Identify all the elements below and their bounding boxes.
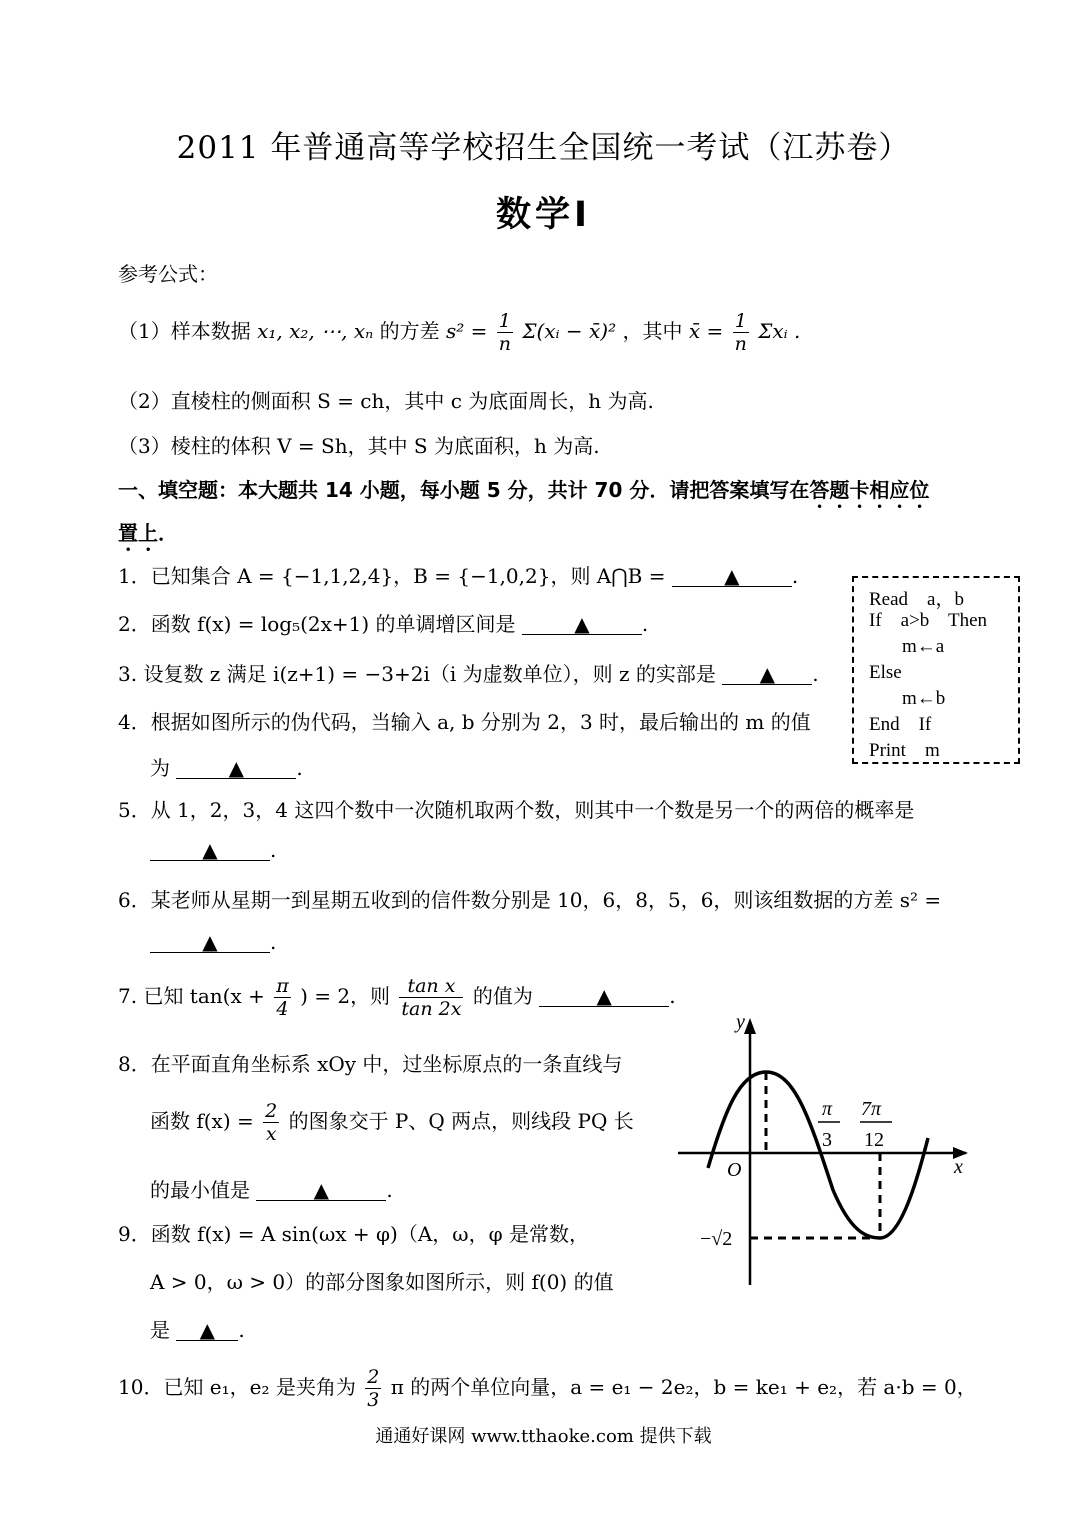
question-1	[118, 560, 798, 589]
answer-blank-4[interactable]: ▲	[176, 756, 296, 779]
end-dot: .	[238, 1318, 245, 1342]
end-dot: .	[669, 984, 676, 1008]
tick-2-denominator: 12	[864, 1129, 884, 1151]
formula-1-prefix: （1）样本数据	[118, 319, 251, 343]
question-9-text: 是	[150, 1318, 170, 1342]
frac-den: tan 2x	[401, 998, 462, 1020]
question-10	[118, 1366, 977, 1411]
fraction-2-over-3	[365, 1366, 381, 1411]
frac-den: 4	[276, 998, 289, 1020]
sine-graph	[670, 1010, 980, 1290]
question-1-text: 1．已知集合 A = {−1,1,2,4}，B = {−1,0,2}，则 A⋂B =	[118, 564, 666, 588]
frac-num: 2	[265, 1100, 278, 1122]
answer-blank-1[interactable]: ▲	[672, 564, 792, 587]
question-4-text: 为	[150, 756, 170, 780]
page-subtitle: 数学Ⅰ	[495, 195, 592, 235]
pseudocode-line-6: End If	[869, 714, 932, 735]
frac-den: 3	[367, 1389, 380, 1411]
pseudocode-line-4: Else	[869, 662, 902, 683]
question-9-line2: A > 0，ω > 0）的部分图象如图所示，则 f(0) 的值	[150, 1270, 614, 1294]
end-dot: .	[641, 612, 649, 636]
end-dot: .	[270, 930, 277, 954]
y-tick-label: −√2	[700, 1228, 733, 1250]
pseudocode-box	[852, 576, 1020, 764]
answer-blank-9[interactable]: ▲	[176, 1318, 238, 1341]
formula-1-sep: ，其中	[622, 319, 683, 343]
frac-num: tan x	[399, 975, 463, 998]
question-3-text: 3. 设复数 z 满足 i(z+1) = −3+2i（i 为虚数单位），则 z 的实部是	[118, 662, 716, 686]
question-9-line3	[150, 1314, 245, 1343]
formula-1-lhs: s² =	[445, 319, 488, 343]
tick-1-numerator: π	[822, 1098, 833, 1120]
formula-2: （2）直棱柱的侧面积 S = ch，其中 c 为底面周长，h 为高.	[118, 389, 654, 413]
end-dot: .	[791, 564, 799, 588]
fraction-pi-over-4	[274, 975, 291, 1020]
formula-1-mid: 的方差	[379, 319, 440, 343]
question-8-line1: 8．在平面直角坐标系 xOy 中，过坐标原点的一条直线与	[118, 1052, 623, 1076]
pseudocode-line-2: If a>b Then	[869, 610, 987, 631]
question-8-text: 的最小值是	[150, 1178, 250, 1202]
formula-1-vars: x₁, x₂, ⋯, xₙ	[257, 319, 374, 343]
answer-blank-5[interactable]: ▲	[150, 838, 270, 861]
sine-curve	[708, 1072, 928, 1238]
fraction-tan	[399, 975, 463, 1020]
question-8-line3	[150, 1174, 393, 1203]
question-10-pre: 10．已知 e₁，e₂ 是夹角为	[118, 1375, 356, 1399]
answer-blank-2[interactable]: ▲	[522, 612, 642, 635]
frac-den: n	[498, 333, 511, 355]
page-title: 2011 年普通高等学校招生全国统一考试（江苏卷）	[176, 130, 911, 166]
question-2	[118, 608, 648, 637]
fraction-2-over-x	[263, 1100, 279, 1145]
tick-2-numerator: 7π	[861, 1098, 882, 1120]
section-heading-end: ．	[158, 521, 178, 545]
formula-1-expr2: Σxᵢ .	[758, 319, 801, 343]
formula-1-xbar: x̄ =	[688, 319, 724, 343]
question-8-post: 的图象交于 P、Q 两点，则线段 PQ 长	[288, 1109, 634, 1133]
formula-3: （3）棱柱的体积 V = Sh，其中 S 为底面积，h 为高.	[118, 434, 600, 458]
fraction-1-over-n	[497, 310, 513, 355]
question-9-line1: 9．函数 f(x) = A sin(ωx + φ)（A，ω，φ 是常数，	[118, 1222, 589, 1246]
answer-blank-6[interactable]: ▲	[150, 930, 270, 953]
section-heading-emphasis: 答题卡相应位	[809, 478, 930, 502]
end-dot: .	[270, 838, 277, 862]
frac-den: n	[734, 333, 747, 355]
question-7-mid: ) = 2，则	[300, 984, 391, 1008]
tick-1-denominator: 3	[822, 1129, 832, 1151]
question-4-line1: 4．根据如图所示的伪代码，当输入 a, b 分别为 2，3 时，最后输出的 m 的值	[118, 710, 811, 734]
frac-den: x	[265, 1123, 277, 1145]
fraction-1-over-n-2	[733, 310, 749, 355]
footer: 通通好课网 www.tthaoke.com 提供下载	[375, 1426, 712, 1447]
answer-blank-3[interactable]: ▲	[722, 662, 812, 685]
section-heading-line1	[118, 474, 929, 513]
frac-num: 1	[497, 310, 513, 333]
x-axis-label: x	[954, 1156, 963, 1178]
question-8-pre: 函数 f(x) =	[150, 1109, 254, 1133]
question-10-post: π 的两个单位向量，a = e₁ − 2e₂，b = ke₁ + e₂，若 a·b = 0，	[390, 1375, 977, 1399]
question-8-line2	[150, 1100, 634, 1145]
end-dot: .	[296, 756, 303, 780]
frac-num: π	[276, 975, 289, 997]
question-7-pre: 7. 已知 tan(x +	[118, 984, 265, 1008]
question-7	[118, 975, 676, 1020]
frac-num: 1	[733, 310, 749, 333]
question-3	[118, 658, 819, 687]
answer-blank-7[interactable]: ▲	[539, 984, 669, 1007]
pseudocode-line-3: m←a	[902, 636, 945, 657]
section-heading-line2	[118, 517, 178, 556]
pseudocode-line-1: Read a，b	[869, 589, 964, 610]
section-heading-text: 一、填空题：本大题共 14 小题，每小题 5 分，共计 70 分．请把答案填写在	[118, 478, 810, 502]
question-5-line1: 5．从 1，2，3，4 这四个数中一次随机取两个数，则其中一个数是另一个的两倍的概率是	[118, 798, 915, 822]
question-5-line2	[150, 838, 276, 862]
pseudocode-line-7: Print m	[869, 740, 940, 761]
formula-1	[118, 310, 800, 355]
pseudocode-line-5: m←b	[902, 688, 946, 709]
question-4-line2	[150, 752, 303, 781]
answer-blank-8[interactable]: ▲	[256, 1178, 386, 1201]
end-dot: .	[386, 1178, 393, 1202]
question-6-line1: 6．某老师从星期一到星期五收到的信件数分别是 10，6，8，5，6，则该组数据的方差 s² =	[118, 888, 942, 912]
formula-1-expr: Σ(xᵢ − x̄)²	[522, 319, 617, 343]
section-heading-emphasis-2: 置上	[118, 521, 158, 545]
question-2-text: 2．函数 f(x) = log₅(2x+1) 的单调增区间是	[118, 612, 516, 636]
y-axis-label: y	[736, 1011, 745, 1033]
origin-label: O	[727, 1159, 742, 1181]
frac-num: 2	[367, 1366, 380, 1388]
end-dot: .	[812, 662, 819, 686]
y-axis-arrow-icon	[744, 1018, 756, 1034]
question-6-line2	[150, 930, 276, 954]
question-7-post: 的值为	[472, 984, 533, 1008]
reference-label: 参考公式：	[118, 262, 218, 286]
